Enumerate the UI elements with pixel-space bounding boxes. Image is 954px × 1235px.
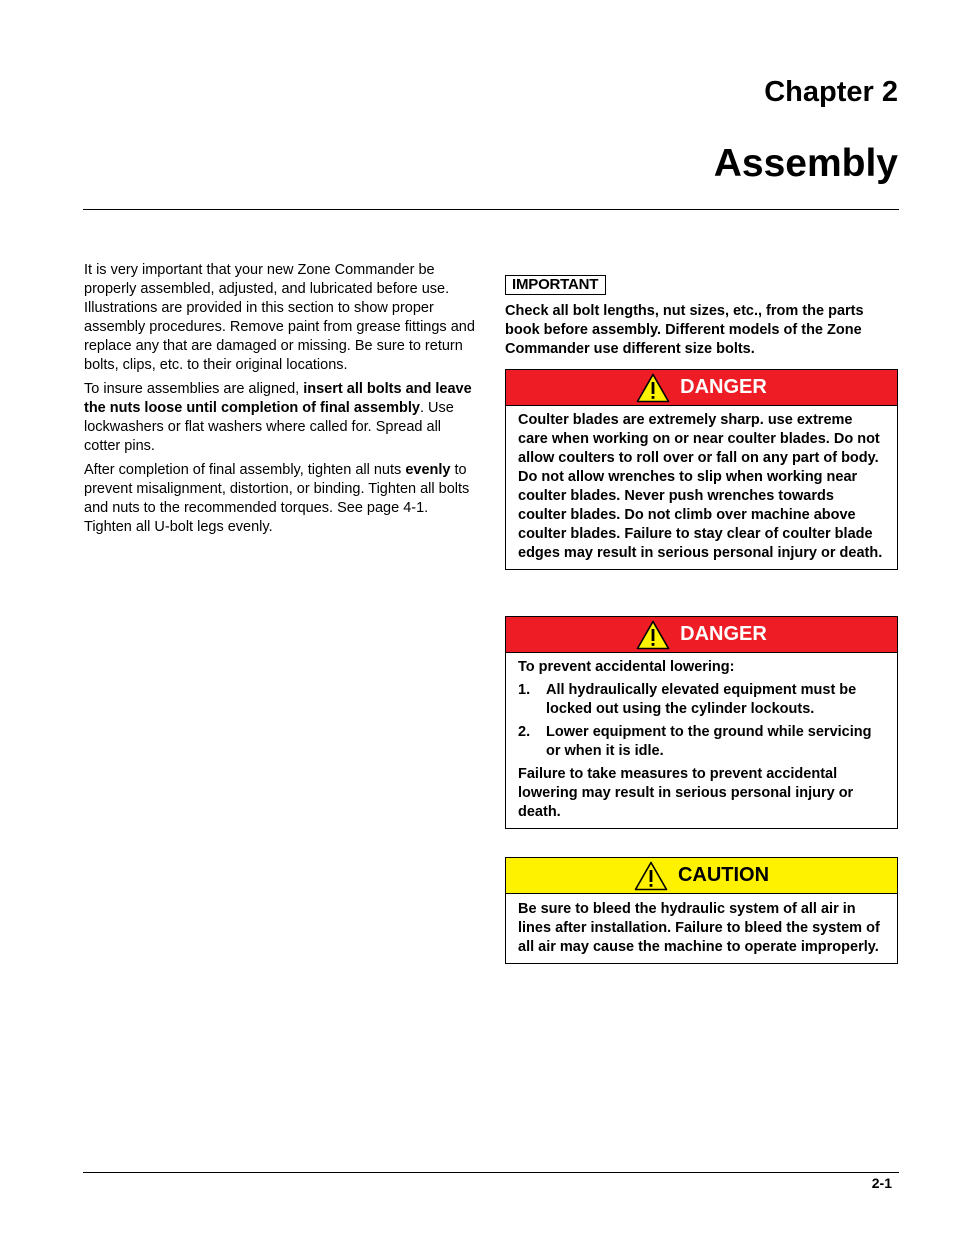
intro-paragraph-2 <box>84 380 478 456</box>
intro-column <box>84 261 478 542</box>
danger-intro: To prevent accidental lowering: <box>518 659 735 675</box>
danger-label: DANGER <box>680 623 767 645</box>
page-number: 2-1 <box>871 1175 892 1191</box>
warning-triangle-icon <box>636 620 670 650</box>
important-label: IMPORTANT <box>505 275 606 295</box>
page-title: Assembly <box>713 142 898 185</box>
list-item-number: 1. <box>518 682 531 698</box>
intro-p3-bold: evenly <box>405 462 451 478</box>
list-item <box>518 681 885 719</box>
danger-outro: Failure to take measures to prevent accidental lowering may result in serious personal injury or death. <box>518 766 854 820</box>
intro-p3-text-end: to prevent misalignment, distortion, or binding. Tighten all bolts and nuts to the recommended torques. See page 4-1. Tighten all U-bolt legs evenly. <box>84 462 470 535</box>
caution-body <box>506 894 897 963</box>
danger-steps <box>518 681 885 761</box>
important-notice <box>505 275 897 359</box>
intro-p2-bold: insert all bolts and leave the nuts loose until completion of final assembly <box>84 381 472 416</box>
danger-box-coulter <box>505 369 898 570</box>
caution-text: Be sure to bleed the hydraulic system of all air in lines after installation. Failure to bleed the system of all air may cause the machine to operate improperly. <box>518 901 880 955</box>
intro-paragraph-3 <box>84 461 478 537</box>
top-divider <box>83 209 899 210</box>
intro-p2-text-end: . Use lockwashers or flat washers where called for. Spread all cotter pins. <box>84 400 454 454</box>
chapter-heading: Chapter 2 <box>764 76 898 108</box>
important-text: Check all bolt lengths, nut sizes, etc., from the parts book before assembly. Different models of the Zone Commander use different size bolts. <box>505 303 864 357</box>
caution-box <box>505 857 898 964</box>
intro-p2-text: To insure assemblies are aligned, <box>84 381 304 397</box>
bottom-divider <box>83 1172 899 1173</box>
intro-p3-text: After completion of final assembly, tighten all nuts <box>84 462 406 478</box>
caution-label: CAUTION <box>677 864 770 886</box>
danger-label: DANGER <box>680 376 767 398</box>
danger-body <box>506 406 897 569</box>
list-item-number: 2. <box>518 724 531 740</box>
danger-box-lowering <box>505 616 898 829</box>
warning-triangle-icon <box>634 861 668 891</box>
danger-body <box>506 653 897 828</box>
warning-triangle-icon <box>636 373 670 403</box>
caution-header <box>506 858 897 894</box>
danger-header <box>506 370 897 406</box>
list-item-text: All hydraulically elevated equipment must be locked out using the cylinder lockouts. <box>546 682 857 717</box>
list-item <box>518 723 885 761</box>
intro-paragraph-1: It is very important that your new Zone Commander be properly assembled, adjusted, and lubricated before use. Illustrations are provided in this section to show proper assembly procedures. Remove paint from grease fittings and replace any that are damaged or missing. Be sure to return bolts, clips, etc. to their original locations. <box>84 262 475 373</box>
list-item-text: Lower equipment to the ground while servicing or when it is idle. <box>546 724 872 759</box>
danger-header <box>506 617 897 653</box>
danger-text: Coulter blades are extremely sharp. use extreme care when working on or near coulter blades. Do not allow coulters to roll over or fall on any part of body. Do not allow wrenches to slip when working near coulter blades. Never push wrenches towards coulter blades. Do not climb over machine above coulter blades. Failure to stay clear of coulter blade edges may result in serious personal injury or death. <box>518 412 883 561</box>
